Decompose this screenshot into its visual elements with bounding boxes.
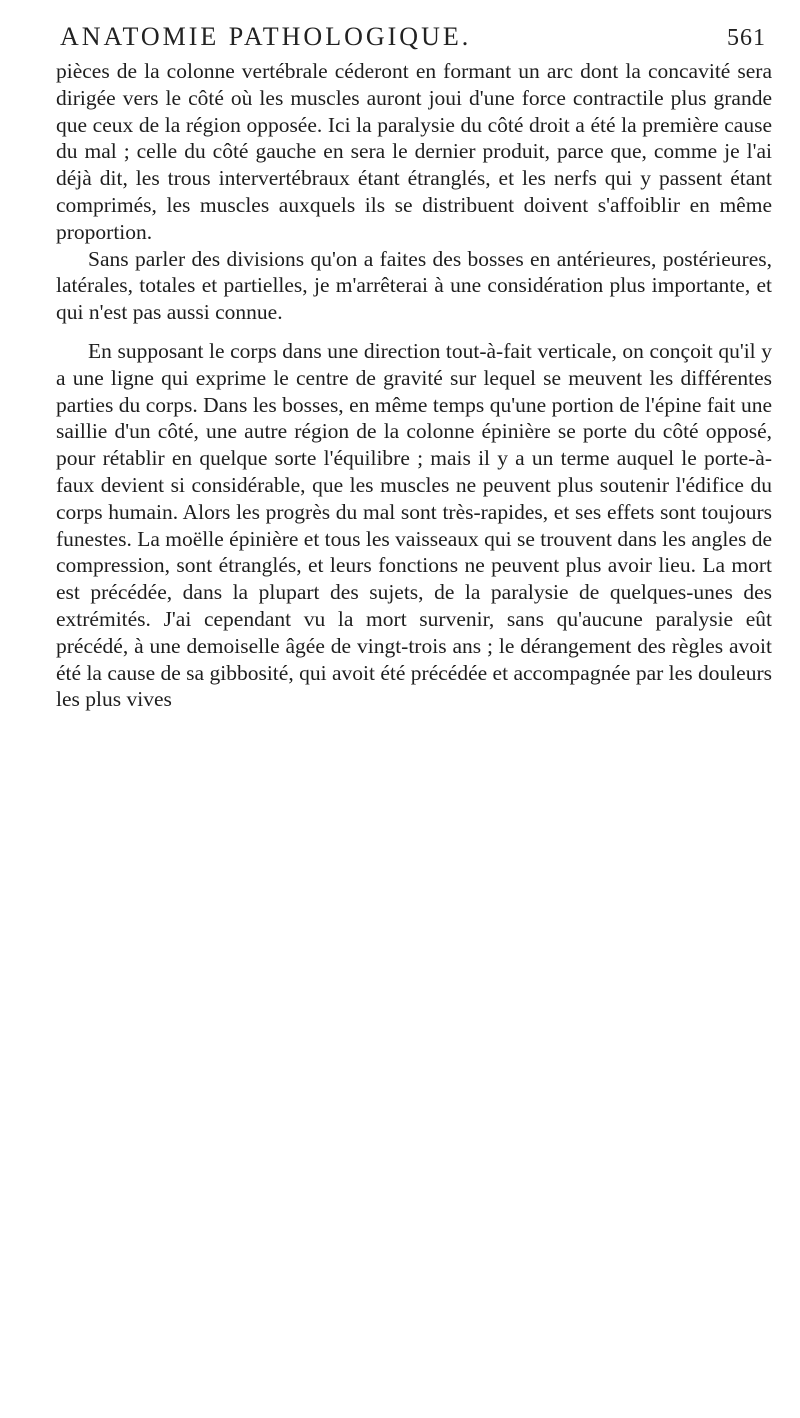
book-page [56, 22, 772, 713]
running-title: ANATOMIE PATHOLOGIQUE. [60, 22, 472, 51]
paragraph: En supposant le corps dans une direction tout-à-fait verticale, on conçoit qu'il y a une ligne qui exprime le centre de gravité sur lequel se meuvent les différentes parties du corps. Dans les bosses, en même temps qu'une portion de l'épine fait une saillie d'un côté, une autre région de la colonne épinière se porte du côté opposé, pour rétablir en quelque sorte l'équilibre ; mais il y a un terme auquel le porte-à-faux devient si considérable, que les muscles ne peuvent plus soutenir l'édifice du corps humain. Alors les progrès du mal sont très-rapides, et ses effets sont toujours funestes. La moëlle épinière et tous les vaisseaux qui se trouvent dans les angles de compression, sont étranglés, et leurs fonctions ne peuvent plus avoir lieu. La mort est précédée, dans la plupart des sujets, de la paralysie de quelques-unes des extrémités. J'ai cependant vu la mort survenir, sans qu'aucune paralysie eût précédé, à une demoiselle âgée de vingt-trois ans ; le dérangement des règles avoit été la cause de sa gibbosité, qui avoit été précédée et accompagnée par les douleurs les plus vives [56, 338, 772, 712]
body-text [56, 58, 772, 713]
running-header [60, 22, 772, 52]
paragraph: pièces de la colonne vertébrale céderont en formant un arc dont la concavité sera dirigée vers le côté où les muscles auront joui d'une force contractile plus grande que ceux de la région opposée. Ici la paralysie du côté droit a été la première cause du mal ; celle du côté gauche en sera le dernier produit, parce que, comme je l'ai déjà dit, les trous intervertébraux étant étranglés, et les nerfs qui y passent étant comprimés, les muscles auxquels ils se distribuent doivent s'affoiblir en même proportion. [56, 59, 772, 244]
page-number: 561 [727, 25, 766, 51]
paragraph: Sans parler des divisions qu'on a faites des bosses en antérieures, postérieures, latérales, totales et partielles, je m'arrêterai à une considération plus importante, et qui n'est pas aussi connue. [56, 246, 772, 325]
